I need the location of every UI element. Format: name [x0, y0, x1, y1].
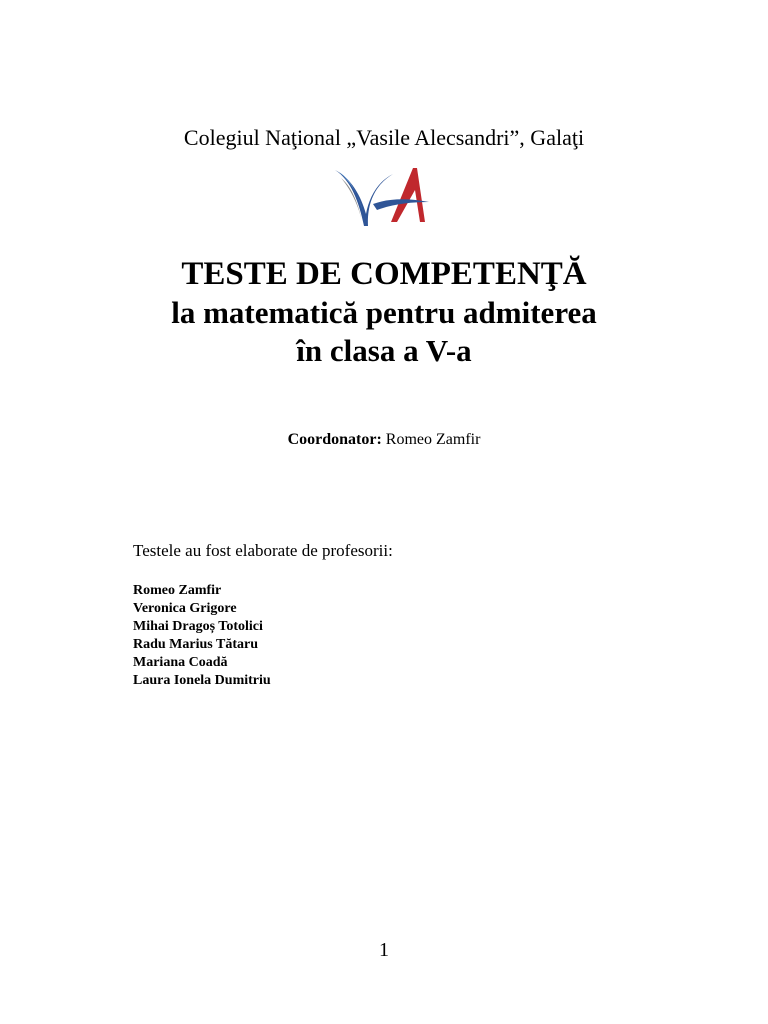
author-item: Radu Marius Tătaru [133, 637, 258, 652]
page-number: 1 [379, 939, 389, 961]
author-item: Mihai Dragoș Totolici [133, 619, 263, 634]
va-logo-icon [333, 160, 435, 232]
author-item: Romeo Zamfir [133, 583, 222, 598]
coordinator-line [0, 430, 768, 450]
author-item: Laura Ionela Dumitriu [133, 673, 271, 688]
authors-list [133, 582, 271, 690]
title-line-2: la matematică pentru admiterea [171, 295, 597, 330]
author-item: Veronica Grigore [133, 601, 237, 616]
document-title [0, 254, 768, 370]
coordinator-name: Romeo Zamfir [381, 431, 481, 448]
author-item: Mariana Coadă [133, 655, 228, 670]
institution-name: Colegiul Naţional „Vasile Alecsandri”, Galaţi [183, 125, 585, 150]
coordinator-label: Coordonator: [287, 431, 382, 448]
title-line-3: în clasa a V-a [296, 333, 472, 368]
authors-intro: Testele au fost elaborate de profesorii: [133, 541, 393, 560]
title-line-1: TESTE DE COMPETENŢĂ [181, 256, 587, 292]
